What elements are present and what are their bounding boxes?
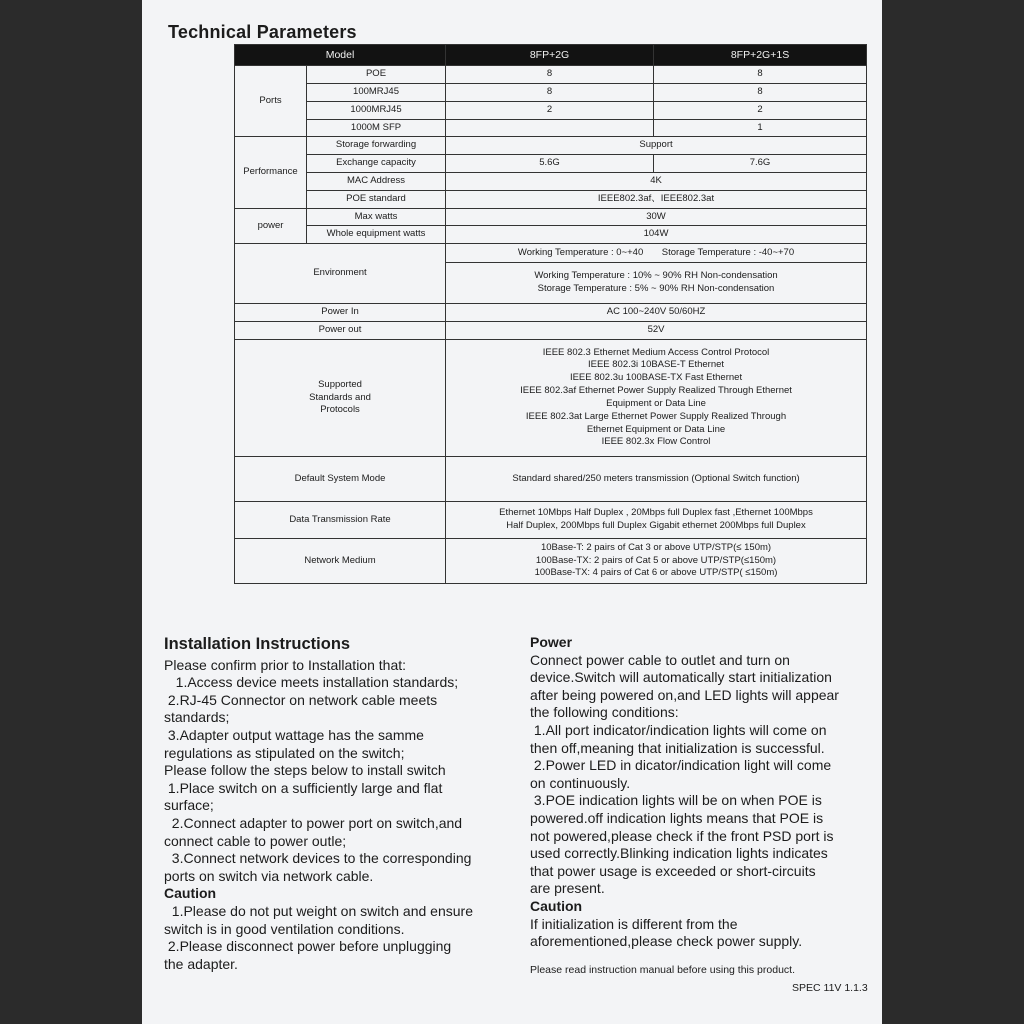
group-power: power	[235, 208, 307, 244]
label-line: Protocols	[320, 404, 360, 416]
cell-value: 8	[446, 66, 654, 84]
label-line: Standards and	[309, 391, 371, 403]
table-row	[235, 119, 867, 137]
text-line: switch is in good ventilation conditions.	[164, 920, 405, 937]
footnote: Please read instruction manual before using this product.	[530, 964, 795, 976]
text-line: powered.off indication lights means that POE is	[530, 809, 824, 826]
row-label: POE	[307, 66, 446, 84]
text-line: 3.POE indication lights will be on when POE is	[530, 792, 822, 809]
text-line: are present.	[530, 880, 605, 897]
row-label: Exchange capacity	[307, 155, 446, 173]
table-row	[235, 538, 867, 583]
row-label: Default System Mode	[235, 456, 446, 501]
caution-title: Caution	[530, 897, 583, 914]
table-row	[235, 66, 867, 84]
table-row	[235, 304, 867, 322]
row-label: Max watts	[307, 208, 446, 226]
storage-temperature: Storage Temperature : -40~+70	[661, 246, 795, 258]
working-humidity: Working Temperature : 10% ~ 90% RH Non-condensation	[534, 270, 778, 282]
text-line: then off,meaning that initialization is successful.	[530, 739, 825, 756]
cell-value: 52V	[446, 322, 867, 340]
standard-line: IEEE 802.3af Ethernet Power Supply Realized Through Ethernet	[520, 385, 792, 397]
installation-title: Installation Instructions	[164, 635, 351, 653]
text-line: aforementioned,please check power supply.	[530, 933, 803, 950]
standard-line: IEEE 802.3x Flow Control	[601, 436, 711, 448]
cell-value: 7.6G	[654, 155, 867, 173]
standard-line: IEEE 802.3u 100BASE-TX Fast Ethernet	[569, 372, 743, 384]
rate-line: Ethernet 10Mbps Half Duplex , 20Mbps full Duplex fast ,Ethernet 100Mbps	[499, 507, 813, 519]
cell-value-data-rate	[446, 501, 867, 538]
rate-line: Half Duplex, 200Mbps full Duplex Gigabit ethernet 200Mbps full Duplex	[506, 519, 806, 531]
cell-value: Standard shared/250 meters transmission (Optional Switch function)	[446, 456, 867, 501]
cell-value: IEEE802.3af、IEEE802.3at	[446, 190, 867, 208]
installation-instructions	[164, 636, 504, 973]
medium-line: 100Base-TX: 4 pairs of Cat 6 or above UTP/STP( ≤150m)	[534, 567, 778, 579]
header-col-8fp-2g-1s: 8FP+2G+1S	[654, 45, 867, 66]
cell-value: 2	[654, 101, 867, 119]
working-temperature: Working Temperature : 0~+40	[517, 246, 644, 258]
cell-value: AC 100~240V 50/60HZ	[446, 304, 867, 322]
standard-line: Ethernet Equipment or Data Line	[586, 423, 726, 435]
text-line: used correctly.Blinking indication lights indicates	[530, 845, 828, 862]
text-line: not powered,please check if the front PSD port is	[530, 827, 834, 844]
table-row	[235, 155, 867, 173]
table-row	[235, 226, 867, 244]
cell-value-temperature	[446, 244, 867, 263]
group-performance: Performance	[235, 137, 307, 208]
header-model: Model	[235, 45, 446, 66]
text-line: 2.Connect adapter to power port on switch,and	[164, 814, 463, 831]
standard-line: Equipment or Data Line	[606, 397, 706, 409]
row-label: Power out	[235, 322, 446, 340]
text-line: If initialization is different from the	[530, 915, 738, 932]
group-ports: Ports	[235, 66, 307, 137]
text-line: connect cable to power outle;	[164, 832, 347, 849]
cell-value: Support	[446, 137, 867, 155]
power-title: Power	[530, 634, 573, 650]
text-line: 1.Access device meets installation standards;	[164, 674, 459, 691]
text-line: 3.Connect network devices to the corresponding	[164, 850, 472, 867]
text-line: the following conditions:	[530, 704, 679, 721]
table-row	[235, 137, 867, 155]
text-line: 2.Please disconnect power before unplugging	[164, 938, 452, 955]
text-line: that power usage is exceeded or short-circuits	[530, 862, 816, 879]
text-line: 2.RJ-45 Connector on network cable meets	[164, 691, 438, 708]
text-line: 2.Power LED in dicator/indication light will come	[530, 757, 832, 774]
caution-title: Caution	[164, 885, 217, 902]
cell-value: 30W	[446, 208, 867, 226]
table-row	[235, 501, 867, 538]
cell-value: 2	[446, 101, 654, 119]
cell-value: 5.6G	[446, 155, 654, 173]
table-row	[235, 244, 867, 263]
medium-line: 10Base-T: 2 pairs of Cat 3 or above UTP/STP(≤ 150m)	[540, 541, 772, 553]
row-label: 100MRJ45	[307, 83, 446, 101]
label-line: Supported	[318, 378, 362, 390]
row-label: 1000MRJ45	[307, 101, 446, 119]
text-line: 3.Adapter output wattage has the samme	[164, 726, 424, 743]
text-line: regulations as stipulated on the switch;	[164, 744, 405, 761]
row-label: Storage forwarding	[307, 137, 446, 155]
table-row	[235, 83, 867, 101]
row-label-environment: Environment	[235, 244, 446, 304]
text-line: Please follow the steps below to install switch	[164, 762, 446, 779]
cell-value: 4K	[446, 173, 867, 191]
text-line: 1.Place switch on a sufficiently large and flat	[164, 779, 443, 796]
cell-value: 8	[446, 83, 654, 101]
text-line: 1.All port indicator/indication lights will come on	[530, 721, 827, 738]
table-row	[235, 173, 867, 191]
standard-line: IEEE 802.3i 10BASE-T Ethernet	[587, 359, 725, 371]
text-line: the adapter.	[164, 955, 238, 972]
text-line: device.Switch will automatically start initialization	[530, 669, 832, 686]
text-line: 1.Please do not put weight on switch and ensure	[164, 902, 473, 919]
text-line: after being powered on,and LED lights will appear	[530, 686, 839, 703]
cell-value	[446, 119, 654, 137]
spec-sheet	[142, 0, 882, 1024]
row-label: Data Transmission Rate	[235, 501, 446, 538]
row-label: Whole equipment watts	[307, 226, 446, 244]
text-line: on continuously.	[530, 774, 631, 791]
row-label: Power In	[235, 304, 446, 322]
table-row	[235, 456, 867, 501]
cell-value-humidity	[446, 263, 867, 304]
cell-value: 8	[654, 66, 867, 84]
text-line: ports on switch via network cable.	[164, 867, 374, 884]
header-col-8fp-2g: 8FP+2G	[446, 45, 654, 66]
text-line: surface;	[164, 797, 214, 814]
table-header-row	[235, 45, 867, 66]
text-line: Connect power cable to outlet and turn on	[530, 651, 790, 668]
storage-humidity: Storage Temperature : 5% ~ 90% RH Non-condensation	[537, 283, 775, 295]
table-row	[235, 208, 867, 226]
table-row	[235, 190, 867, 208]
cell-value-network-medium	[446, 538, 867, 583]
text-line: Please confirm prior to Installation that:	[164, 656, 407, 673]
row-label: Network Medium	[235, 538, 446, 583]
row-label-standards	[235, 339, 446, 456]
medium-line: 100Base-TX: 2 pairs of Cat 5 or above UTP/STP(≤150m)	[535, 554, 777, 566]
standard-line: IEEE 802.3at Large Ethernet Power Supply Realized Through	[525, 410, 787, 422]
cell-value-standards	[446, 339, 867, 456]
table-row	[235, 339, 867, 456]
row-label: 1000M SFP	[307, 119, 446, 137]
spec-code: SPEC 11V 1.1.3	[792, 982, 868, 994]
technical-parameters-table	[234, 44, 867, 584]
table-row	[235, 101, 867, 119]
row-label: MAC Address	[307, 173, 446, 191]
cell-value: 104W	[446, 226, 867, 244]
standard-line: IEEE 802.3 Ethernet Medium Access Control Protocol	[542, 346, 770, 358]
cell-value: 8	[654, 83, 867, 101]
text-line: standards;	[164, 709, 230, 726]
row-label: POE standard	[307, 190, 446, 208]
table-row	[235, 322, 867, 340]
power-section	[530, 634, 880, 951]
page-title: Technical Parameters	[168, 22, 357, 42]
cell-value: 1	[654, 119, 867, 137]
